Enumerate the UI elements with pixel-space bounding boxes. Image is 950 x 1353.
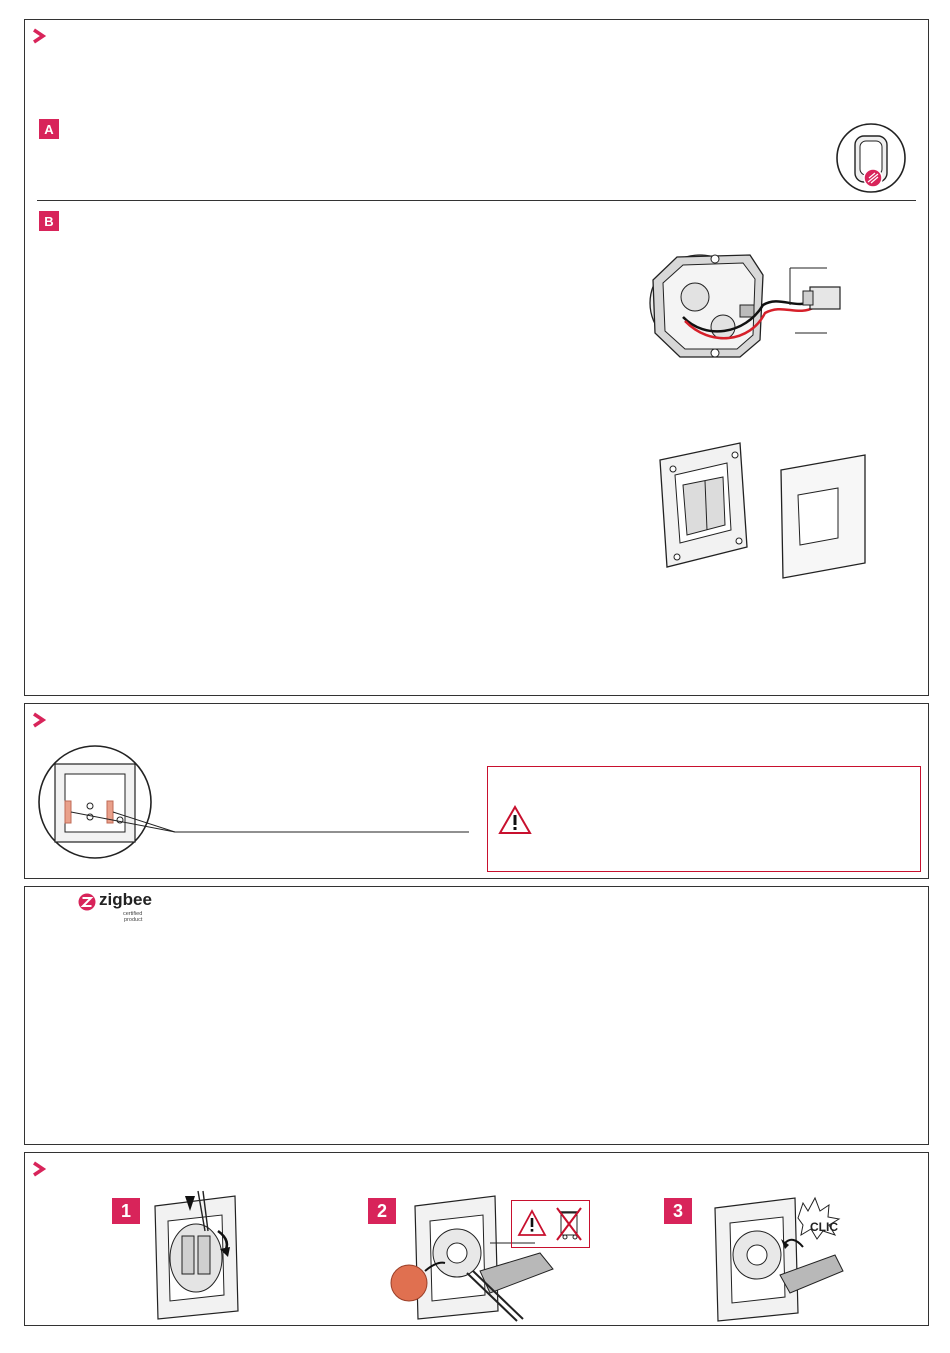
module-back-detail-illustration [35, 744, 485, 864]
zigbee-brand: zigbee [99, 890, 152, 909]
warning-box [487, 766, 921, 872]
step-1-badge: 1 [112, 1198, 140, 1224]
warning-triangle-icon [517, 1209, 547, 1237]
section-divider [37, 200, 916, 201]
step-3-illustration [695, 1193, 840, 1323]
zigbee-tagline-1: certified [123, 911, 143, 917]
clic-sound-label: CLIC [810, 1220, 838, 1234]
installation-panel [24, 19, 929, 696]
warning-triangle-icon [498, 805, 532, 835]
step-2-badge: 2 [368, 1198, 396, 1224]
chevron-right-icon [32, 28, 46, 44]
disposal-warning-box [511, 1200, 590, 1248]
zigbee-panel [24, 886, 929, 1145]
no-bin-disposal-icon [554, 1205, 584, 1243]
flush-box-wiring-illustration [645, 235, 845, 365]
configuration-panel [24, 703, 929, 879]
chevron-right-icon [32, 712, 46, 728]
step-3-badge: 3 [664, 1198, 692, 1224]
wall-sensor-icon [835, 122, 907, 194]
section-b-badge: B [39, 211, 59, 231]
chevron-right-icon [32, 1161, 46, 1177]
battery-replacement-panel [24, 1152, 929, 1326]
zigbee-tagline-2: product [124, 917, 143, 923]
module-and-plate-illustration [655, 435, 865, 580]
step-1-illustration [150, 1191, 245, 1321]
section-a-badge: A [39, 119, 59, 139]
zigbee-logo-icon [78, 893, 96, 911]
